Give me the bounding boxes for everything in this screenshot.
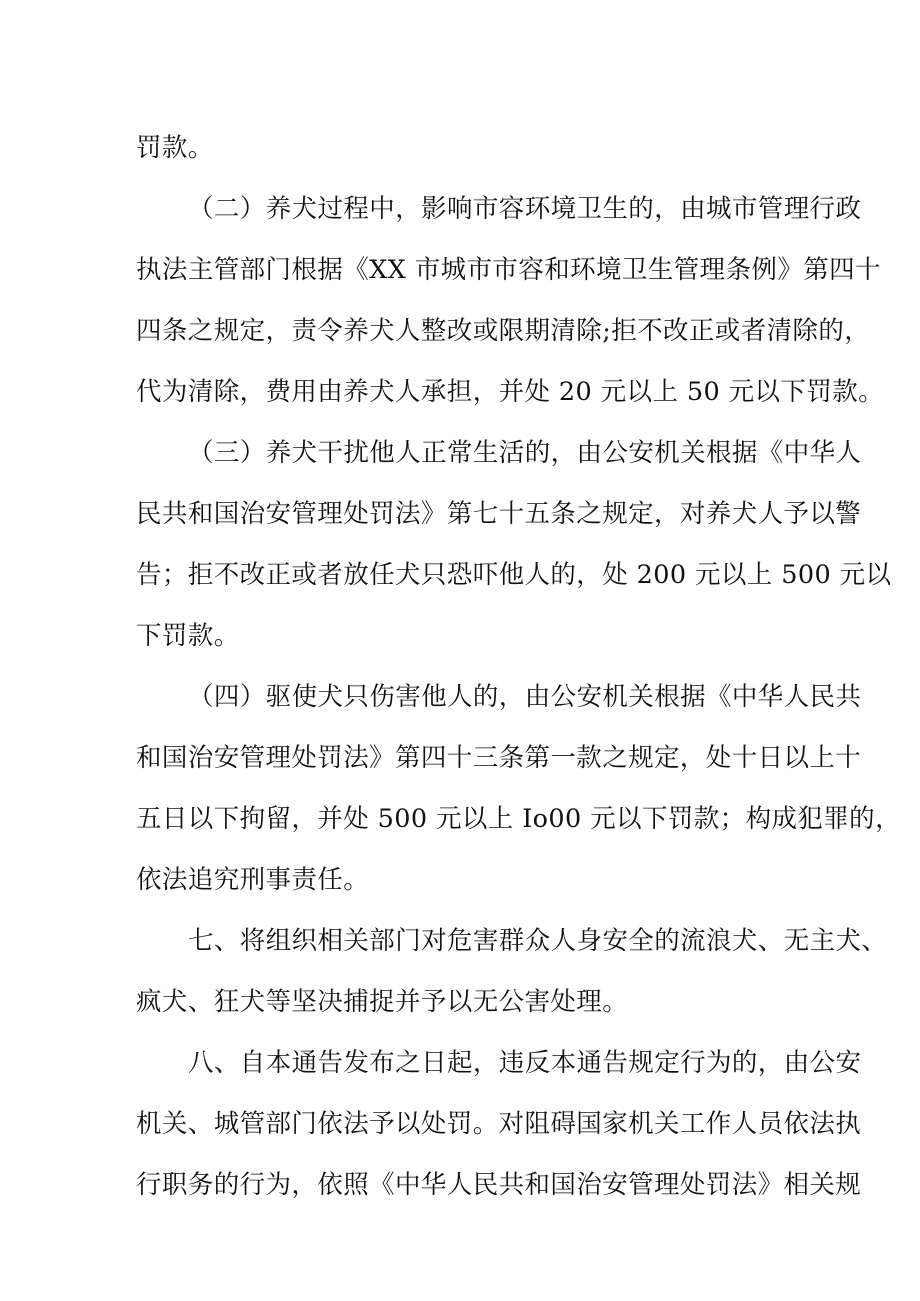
text-line: 下罚款。 — [136, 621, 240, 651]
text-line: 告；拒不改正或者放任犬只恐吓他人的，处 200 元以上 500 元以 — [136, 560, 892, 590]
text-line: 和国治安管理处罚法》第四十三条第一款之规定，处十日以上十 — [136, 743, 862, 773]
text-line: 行职务的行为，依照《中华人民共和国治安管理处罚法》相关规 — [136, 1170, 862, 1200]
text-line: 疯犬、狂犬等坚决捕捉并予以无公害处理。 — [136, 987, 629, 1017]
text-line: 执法主管部门根据《XX 市城市市容和环境卫生管理条例》第四十 — [136, 255, 881, 285]
text-line: 五日以下拘留，并处 500 元以上 Io00 元以下罚款；构成犯罪的， — [136, 804, 901, 834]
text-line: 罚款。 — [136, 133, 214, 163]
text-line: 民共和国治安管理处罚法》第七十五条之规定，对养犬人予以警 — [136, 499, 862, 529]
text-line: 机关、城管部门依法予以处罚。对阻碍国家机关工作人员依法执 — [136, 1109, 862, 1139]
text-line: 代为清除，费用由养犬人承担，并处 20 元以上 50 元以下罚款。 — [136, 377, 885, 407]
text-line: （三）养犬干扰他人正常生活的，由公安机关根据《中华人 — [188, 438, 862, 468]
text-line: 依法追究刑事责任。 — [136, 865, 370, 895]
text-line: （二）养犬过程中，影响市容环境卫生的，由城市管理行政 — [188, 194, 862, 224]
text-line: 八、自本通告发布之日起，违反本通告规定行为的，由公安 — [188, 1048, 862, 1078]
text-line: （四）驱使犬只伤害他人的，由公安机关根据《中华人民共 — [188, 682, 862, 712]
text-line: 四条之规定，责令养犬人整改或限期清除;拒不改正或者清除的， — [136, 316, 871, 346]
text-line: 七、将组织相关部门对危害群众人身安全的流浪犬、无主犬、 — [188, 926, 888, 956]
